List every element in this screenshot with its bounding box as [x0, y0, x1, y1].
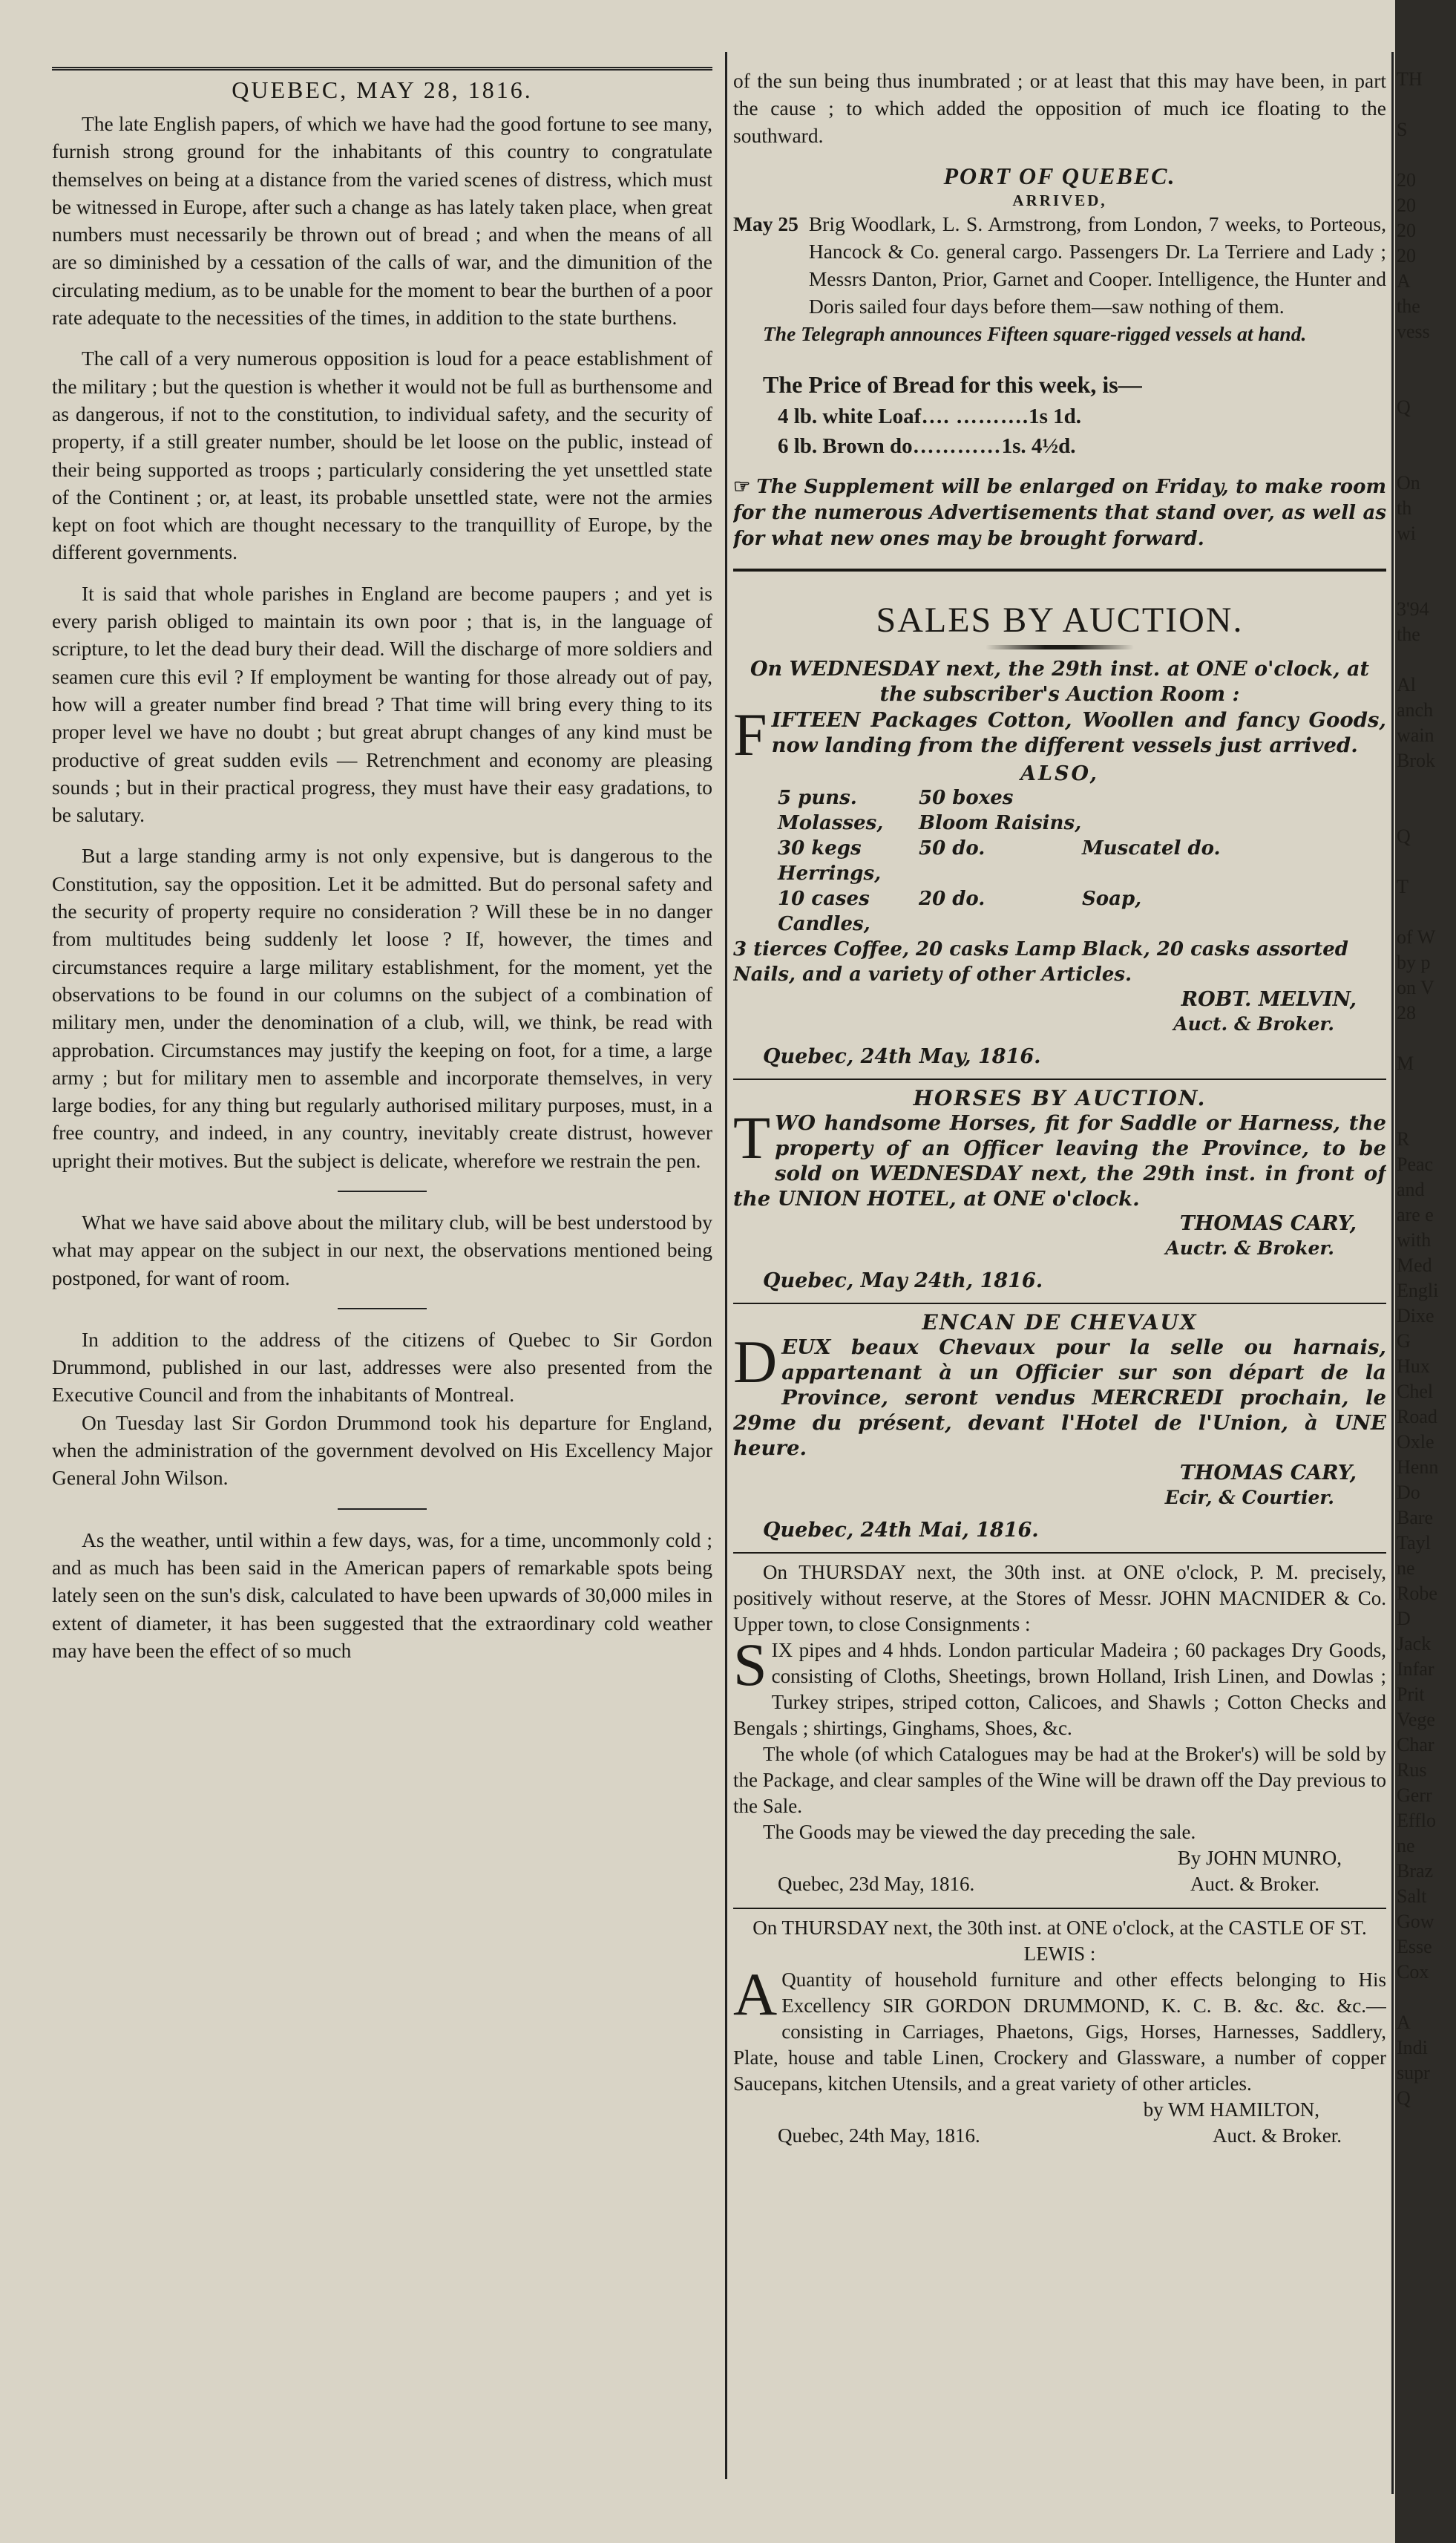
fragment-line [1397, 572, 1455, 597]
goods-cell [1082, 785, 1386, 836]
auction-body [733, 1960, 1386, 2097]
ship-date: May 25 [733, 212, 798, 235]
fragment-line [1397, 849, 1455, 874]
fragment-line: TH [1397, 68, 1423, 90]
fragment-line: ne [1397, 1557, 1415, 1579]
fragment-line: Robe [1397, 1583, 1437, 1604]
fragment-line: Q [1397, 396, 1411, 418]
fragment-line: Peac [1397, 1153, 1434, 1175]
auction-body-text: IX pipes and 4 hhds. London particular Madeira ; 60 packages Dry Goods, consisting of Cloths, Sheetings, brown Holland, Irish Linen, and Dowlas ; Turkey stripes, striped cotton, Calicoes, and Shawls ; Cotton Checks and Bengals ; shirtings, Ginghams, Shoes, &c. [733, 1639, 1386, 1739]
fragment-line: Oxle [1397, 1431, 1434, 1453]
drop-cap: A [733, 1960, 778, 2028]
auction-body [733, 1328, 1386, 1461]
auctioneer-signature: THOMAS CARY, [1179, 1462, 1357, 1485]
fragment-line: Brok [1397, 750, 1435, 771]
auction-body-text: IFTEEN Packages Cotton, Woollen and fancy Goods, now landing from the different vessels just arrived. [771, 708, 1386, 757]
article-paragraph: But a large standing army is not only expensive, but is dangerous to the Constitution, say the opposition. Let it be admitted. But do personal safety and the security of property require no consideration ? Will these be in no danger from multitudes being suddenly let loose ? If, however, the times and circumstances require a large military establishment, for the moment, yet the observations to be found in our columns on the subject of a combination of military men, under the denomination of a club, will, we think, be read with approbation. Circumstances may justify the keeping on foot, for a time, a large army ; but for military men to assemble and incorporate themselves, in very large bodies, for any thing but regularly authorised military purposes, must, in a free country, and indeed, in any country, inevitably create distrust, however upright their motives. But the subject is delicate, wherefore we restrain the pen. [52, 844, 712, 1172]
section-separator [338, 1308, 427, 1309]
fragment-line: On [1397, 472, 1420, 494]
fragment-line: Cox [1397, 1961, 1429, 1983]
fragment-line [1397, 900, 1455, 925]
fragment-line: ne [1397, 1835, 1415, 1856]
fragment-line: Infar [1397, 1658, 1434, 1680]
horizontal-rule [733, 1552, 1386, 1554]
right-fragment-column [1397, 67, 1455, 2487]
left-column [52, 67, 712, 2487]
fragment-line [1397, 799, 1455, 824]
telegraph-note: The Telegraph announces Fifteen square-rigged vessels at hand. [763, 322, 1307, 345]
fragment-line [1397, 344, 1455, 370]
fragment-line [1397, 1985, 1455, 2010]
goods-cell: 10 cases Candles, [778, 888, 870, 935]
flourish-ornament [986, 645, 1134, 649]
auction-title: ENCAN DE CHEVAUX [922, 1310, 1198, 1335]
fragment-line: by p [1397, 952, 1431, 973]
bread-dots: ………… [912, 434, 1002, 458]
auction-footer [733, 2123, 1386, 2149]
drop-cap: F [733, 701, 767, 768]
auction-date: Quebec, 23d May, 1816. [778, 1873, 975, 1895]
fragment-line: Henn [1397, 1456, 1439, 1478]
drop-cap: T [733, 1104, 771, 1171]
arrived-heading: ARRIVED, [1012, 192, 1107, 209]
fragment-line: th [1397, 497, 1412, 519]
fragment-line: are e [1397, 1204, 1434, 1225]
auctioneer-signature: by WM HAMILTON, [1143, 2098, 1319, 2121]
goods-cell: 5 puns. Molasses, [778, 787, 884, 834]
drop-cap: D [733, 1328, 778, 1395]
auctioneer-signature: ROBT. MELVIN, [1181, 988, 1357, 1011]
fragment-line: and [1397, 1179, 1425, 1200]
fragment-line: Al [1397, 674, 1416, 696]
fragment-line: A [1397, 2012, 1411, 2033]
drummond-paragraph: On Tuesday last Sir Gordon Drummond took his departure for England, when the administration of the government devolved on His Excellency Major General John Wilson. [52, 1410, 712, 1490]
fragment-line: Hux [1397, 1355, 1430, 1377]
drummond-paragraph: In addition to the address of the citizens of Quebec to Sir Gordon Drummond, published in our last, addresses were also presented from the Executive Council and from the inhabitants of Montreal. [52, 1327, 712, 1407]
article-paragraph: It is said that whole parishes in England are become paupers ; and yet is every parish obliged to maintain its own poor ; that is, in the language of scripture, to let the dead bury their dead. Will the discharge of more soldiers and seamen cure this evil ? If employment be wanting for those already out of pay, how will a greater number find bread ? That time will bring every thing to its proper level we have no doubt ; but great abrupt changes of any kind must be productive of great sudden evils — Retrenchment and economy are pleasing sounds ; but in their practical progress, they must have their easy gradations, to be salutary. [52, 581, 712, 827]
fragment-line: Braz [1397, 1860, 1434, 1882]
middle-column [733, 67, 1386, 2487]
club-paragraph: What we have said above about the military club, will be best understood by what may appear on the subject in our next, the observations mentioned being postponed, for want of room. [52, 1210, 712, 1289]
auctioneer-title: Auct. & Broker. [1173, 1013, 1334, 1035]
auction-date: Quebec, 24th May, 1816. [778, 2124, 980, 2147]
auction-body [733, 701, 1386, 768]
fragment-line: wain [1397, 724, 1434, 746]
fragment-line [1397, 370, 1455, 395]
fragment-line: M [1397, 1053, 1414, 1074]
goods-list [778, 785, 1386, 937]
fragment-line: Med [1397, 1254, 1432, 1276]
bread-item: 4 lb. white Loaf [778, 405, 922, 428]
auctioneer-title: Ecir, & Courtier. [1164, 1487, 1334, 1508]
auction-body-text: WO handsome Horses, fit for Saddle or Harness, the property of an Officer leaving the Province, to be sold on WEDNESDAY next, the 29th inst. in front of the UNION HOTEL, at ONE o'clock. [733, 1111, 1386, 1211]
bread-price: 1s. 4½d. [1001, 434, 1076, 458]
fragment-line: Char [1397, 1734, 1434, 1755]
auctioneer-signature: THOMAS CARY, [1179, 1212, 1357, 1235]
dateline: QUEBEC, MAY 28, 1816. [52, 67, 712, 104]
auctioneer-title: Auct. & Broker. [1190, 1873, 1319, 1895]
fragment-line: Do [1397, 1482, 1420, 1503]
auction-date: Quebec, May 24th, 1816. [763, 1269, 1043, 1292]
fragment-line: A [1397, 270, 1411, 292]
port-heading: PORT OF QUEBEC. [943, 163, 1176, 189]
fragment-line: T [1397, 876, 1409, 897]
goods-cell: 50 boxes Bloom Raisins, [919, 787, 1082, 834]
fragment-line: 20 [1397, 220, 1416, 241]
weather-continued: of the sun being thus inumbrated ; or at least that this may have been, in part the cause ; to which added the opposition of much ice floating to the southward. [733, 69, 1386, 147]
auction-body-text: Quantity of household furniture and other effects belonging to His Excellency SIR GORDON DRUMMOND, K. C. B. &c. &c. &c.—consisting in Carriages, Phaetons, Gigs, Horses, Harnesses, Saddlery, Plate, house and table Linen, Crockery and Glassware, a number of copper Saucepans, kitchen Utensils, and a great variety of other articles. [733, 1968, 1386, 2095]
auction-date: Quebec, 24th Mai, 1816. [763, 1519, 1039, 1542]
horizontal-rule [733, 569, 1386, 572]
viewing-note: The Goods may be viewed the day preceding the sale. [763, 1821, 1196, 1843]
fragment-line: supr [1397, 2062, 1430, 2084]
fragment-line: Q [1397, 825, 1411, 847]
fragment-line: wi [1397, 523, 1416, 544]
fragment-line [1397, 420, 1455, 445]
fragment-line: Prit [1397, 1683, 1425, 1705]
fragment-line [1397, 445, 1455, 471]
fragment-line: anch [1397, 699, 1434, 721]
horizontal-rule [733, 1908, 1386, 1909]
auction-lead: On THURSDAY next, the 30th inst. at ONE o'clock, P. M. precisely, positively without reserve, at the Stores of Messr. JOHN MACNIDER & Co. Upper town, to close Consignments : [733, 1561, 1386, 1635]
auction-lead: On WEDNESDAY next, the 29th inst. at ONE o'clock, at the subscriber's Auction Room : [750, 658, 1370, 706]
auctioneer-signature: By JOHN MUNRO, [1177, 1847, 1342, 1869]
supplement-note [733, 474, 1386, 552]
auction-lead: On THURSDAY next, the 30th inst. at ONE o'clock, at the CASTLE OF ST. LEWIS : [752, 1917, 1367, 1965]
fragment-line: vess [1397, 321, 1430, 342]
fragment-line: Dixe [1397, 1305, 1434, 1326]
fragment-line: the [1397, 624, 1420, 645]
bread-title: The Price of Bread for this week, is— [763, 371, 1142, 398]
fragment-line: with [1397, 1229, 1432, 1251]
fragment-line: Gerr [1397, 1784, 1432, 1806]
auction-body-text: EUX beaux Chevaux pour la selle ou harnais, appartenant à un Officier sur son départ de la Province, seront vendus MERCREDI prochain, le 29me du présent, devant l'Hotel de l'Union, à UNE heure. [733, 1335, 1386, 1460]
auctioneer-title: Auctr. & Broker. [1165, 1237, 1334, 1259]
weather-paragraph: As the weather, until within a few days, was, for a time, uncommonly cold ; and as much has been said in the American papers of remarkable spots being lately seen on the sun's disk, calculated to have been upwards of 30,000 miles in extent of diameter, it has been suggested that the extraordinary cold weather may have been the effect of so much [52, 1528, 712, 1662]
section-separator [338, 1508, 427, 1510]
goods-cell: 20 do. [919, 888, 986, 910]
fragment-line [1397, 143, 1455, 168]
fragment-line: R [1397, 1128, 1410, 1150]
fragment-line: on V [1397, 977, 1434, 998]
auction-body [733, 1104, 1386, 1211]
ship-entry [733, 210, 1386, 320]
fragment-line [1397, 1026, 1455, 1051]
fragment-line: Bare [1397, 1507, 1434, 1528]
fragment-line: Engli [1397, 1280, 1439, 1301]
bread-item: 6 lb. Brown do [778, 434, 913, 458]
fragment-line: Tayl [1397, 1532, 1431, 1554]
section-separator [338, 1191, 427, 1192]
also-heading: ALSO, [1020, 762, 1099, 785]
goods-cell: Soap, [1082, 888, 1142, 910]
fragment-line [1397, 647, 1455, 672]
fragment-line: G [1397, 1330, 1411, 1352]
supplement-text: The Supplement will be enlarged on Friday, to make room for the numerous Advertisements that stand over, as well as for what new ones may be brought forward. [733, 476, 1386, 550]
fragment-line: Jack [1397, 1633, 1432, 1655]
fragment-line: Indi [1397, 2037, 1428, 2058]
bread-row [778, 431, 1386, 461]
fragment-line: 28 [1397, 1002, 1416, 1024]
column-rule [725, 52, 727, 2479]
fragment-line [1397, 546, 1455, 572]
fragment-line: 20 [1397, 169, 1416, 191]
bread-price: 1s 1d. [1029, 405, 1082, 428]
auction-footer [733, 1871, 1386, 1897]
fragment-line [1397, 1102, 1455, 1127]
pointing-hand-icon: ☞ [733, 476, 751, 498]
drop-cap: S [733, 1631, 767, 1698]
fragment-line: Rus [1397, 1759, 1427, 1781]
bread-dots: …. ………. [921, 405, 1029, 428]
fragment-line [1397, 773, 1455, 799]
auction-date: Quebec, 24th May, 1816. [763, 1045, 1041, 1068]
fragment-line: 20 [1397, 245, 1416, 266]
fragment-line: 3'94 [1397, 598, 1429, 620]
fragment-line [1397, 1076, 1455, 1102]
goods-tail: 3 tierces Coffee, 20 casks Lamp Black, 20 casks assorted Nails, and a variety of other Articles. [733, 938, 1348, 986]
catalogue-note: The whole (of which Catalogues may be had at the Broker's) will be sold by the Package, and clear samples of the Wine will be drawn off the Day previous to the Sale. [733, 1743, 1386, 1817]
fragment-line: Salt [1397, 1885, 1427, 1907]
fragment-line: S [1397, 119, 1408, 140]
fragment-line: Vege [1397, 1709, 1435, 1730]
bread-row [778, 402, 1386, 431]
goods-cell: 30 kegs Herrings, [778, 837, 882, 885]
sales-heading: SALES BY AUCTION. [876, 600, 1244, 640]
horizontal-rule [733, 1079, 1386, 1080]
article-paragraph: The late English papers, of which we have had the good fortune to see many, furnish strong ground for the inhabitants of this country to congratulate themselves on being at a distance from the varied scenes of distress, which must be witnessed in Europe, after such a change as has lately taken place, when great numbers must necessarily be thrown out of bread ; and when the means of all are so diminished by a cessation of the calls of war, and the dimunition of the circulating medium, as to be unable for the moment to bear the burthen of a poor rate adequate to the necessities of the times, in addition to the state burthens. [52, 112, 712, 330]
fragment-line: Q [1397, 2087, 1411, 2109]
fragment-line: Efflo [1397, 1810, 1436, 1831]
horizontal-rule [733, 1303, 1386, 1304]
goods-cell: 50 do. [919, 837, 986, 860]
fragment-line: Esse [1397, 1936, 1432, 1957]
fragment-line: the [1397, 295, 1420, 317]
fragment-line: of W [1397, 926, 1436, 948]
auction-body [733, 1631, 1386, 1741]
fragment-line: D [1397, 1608, 1411, 1629]
column-rule [1391, 52, 1394, 2494]
fragment-line: Gow [1397, 1911, 1434, 1932]
fragment-line: 20 [1397, 194, 1416, 216]
fragment-line [1397, 92, 1455, 117]
ship-text: Brig Woodlark, L. S. Armstrong, from London, 7 weeks, to Porteous, Hancock & Co. general cargo. Passengers Dr. La Terriere and Lady ; Messrs Danton, Prior, Garnet and Cooper. Intelligence, the Hunter and Doris sailed four days before them—saw nothing of them. [808, 212, 1386, 318]
goods-cell: Muscatel do. [1082, 837, 1221, 860]
auctioneer-title: Auct. & Broker. [1213, 2124, 1342, 2147]
article-paragraph: The call of a very numerous opposition is loud for a peace establishment of the military ; but the question is whether it would not be full as burthensome and as dangerous, if not to the constitution, to individual safety, and the security of property, if a still greater number, should be let loose on the public, instead of their being supported as troops ; particularly considering the yet unsettled state of the Continent ; or, at least, its probable unsettled state, were not the armies kept on foot which are thought necessary to the tranquillity of Europe, by the different governments. [52, 347, 712, 564]
fragment-line: Road [1397, 1406, 1437, 1427]
auction-title: HORSES BY AUCTION. [913, 1086, 1207, 1110]
fragment-line: Chel [1397, 1381, 1434, 1402]
